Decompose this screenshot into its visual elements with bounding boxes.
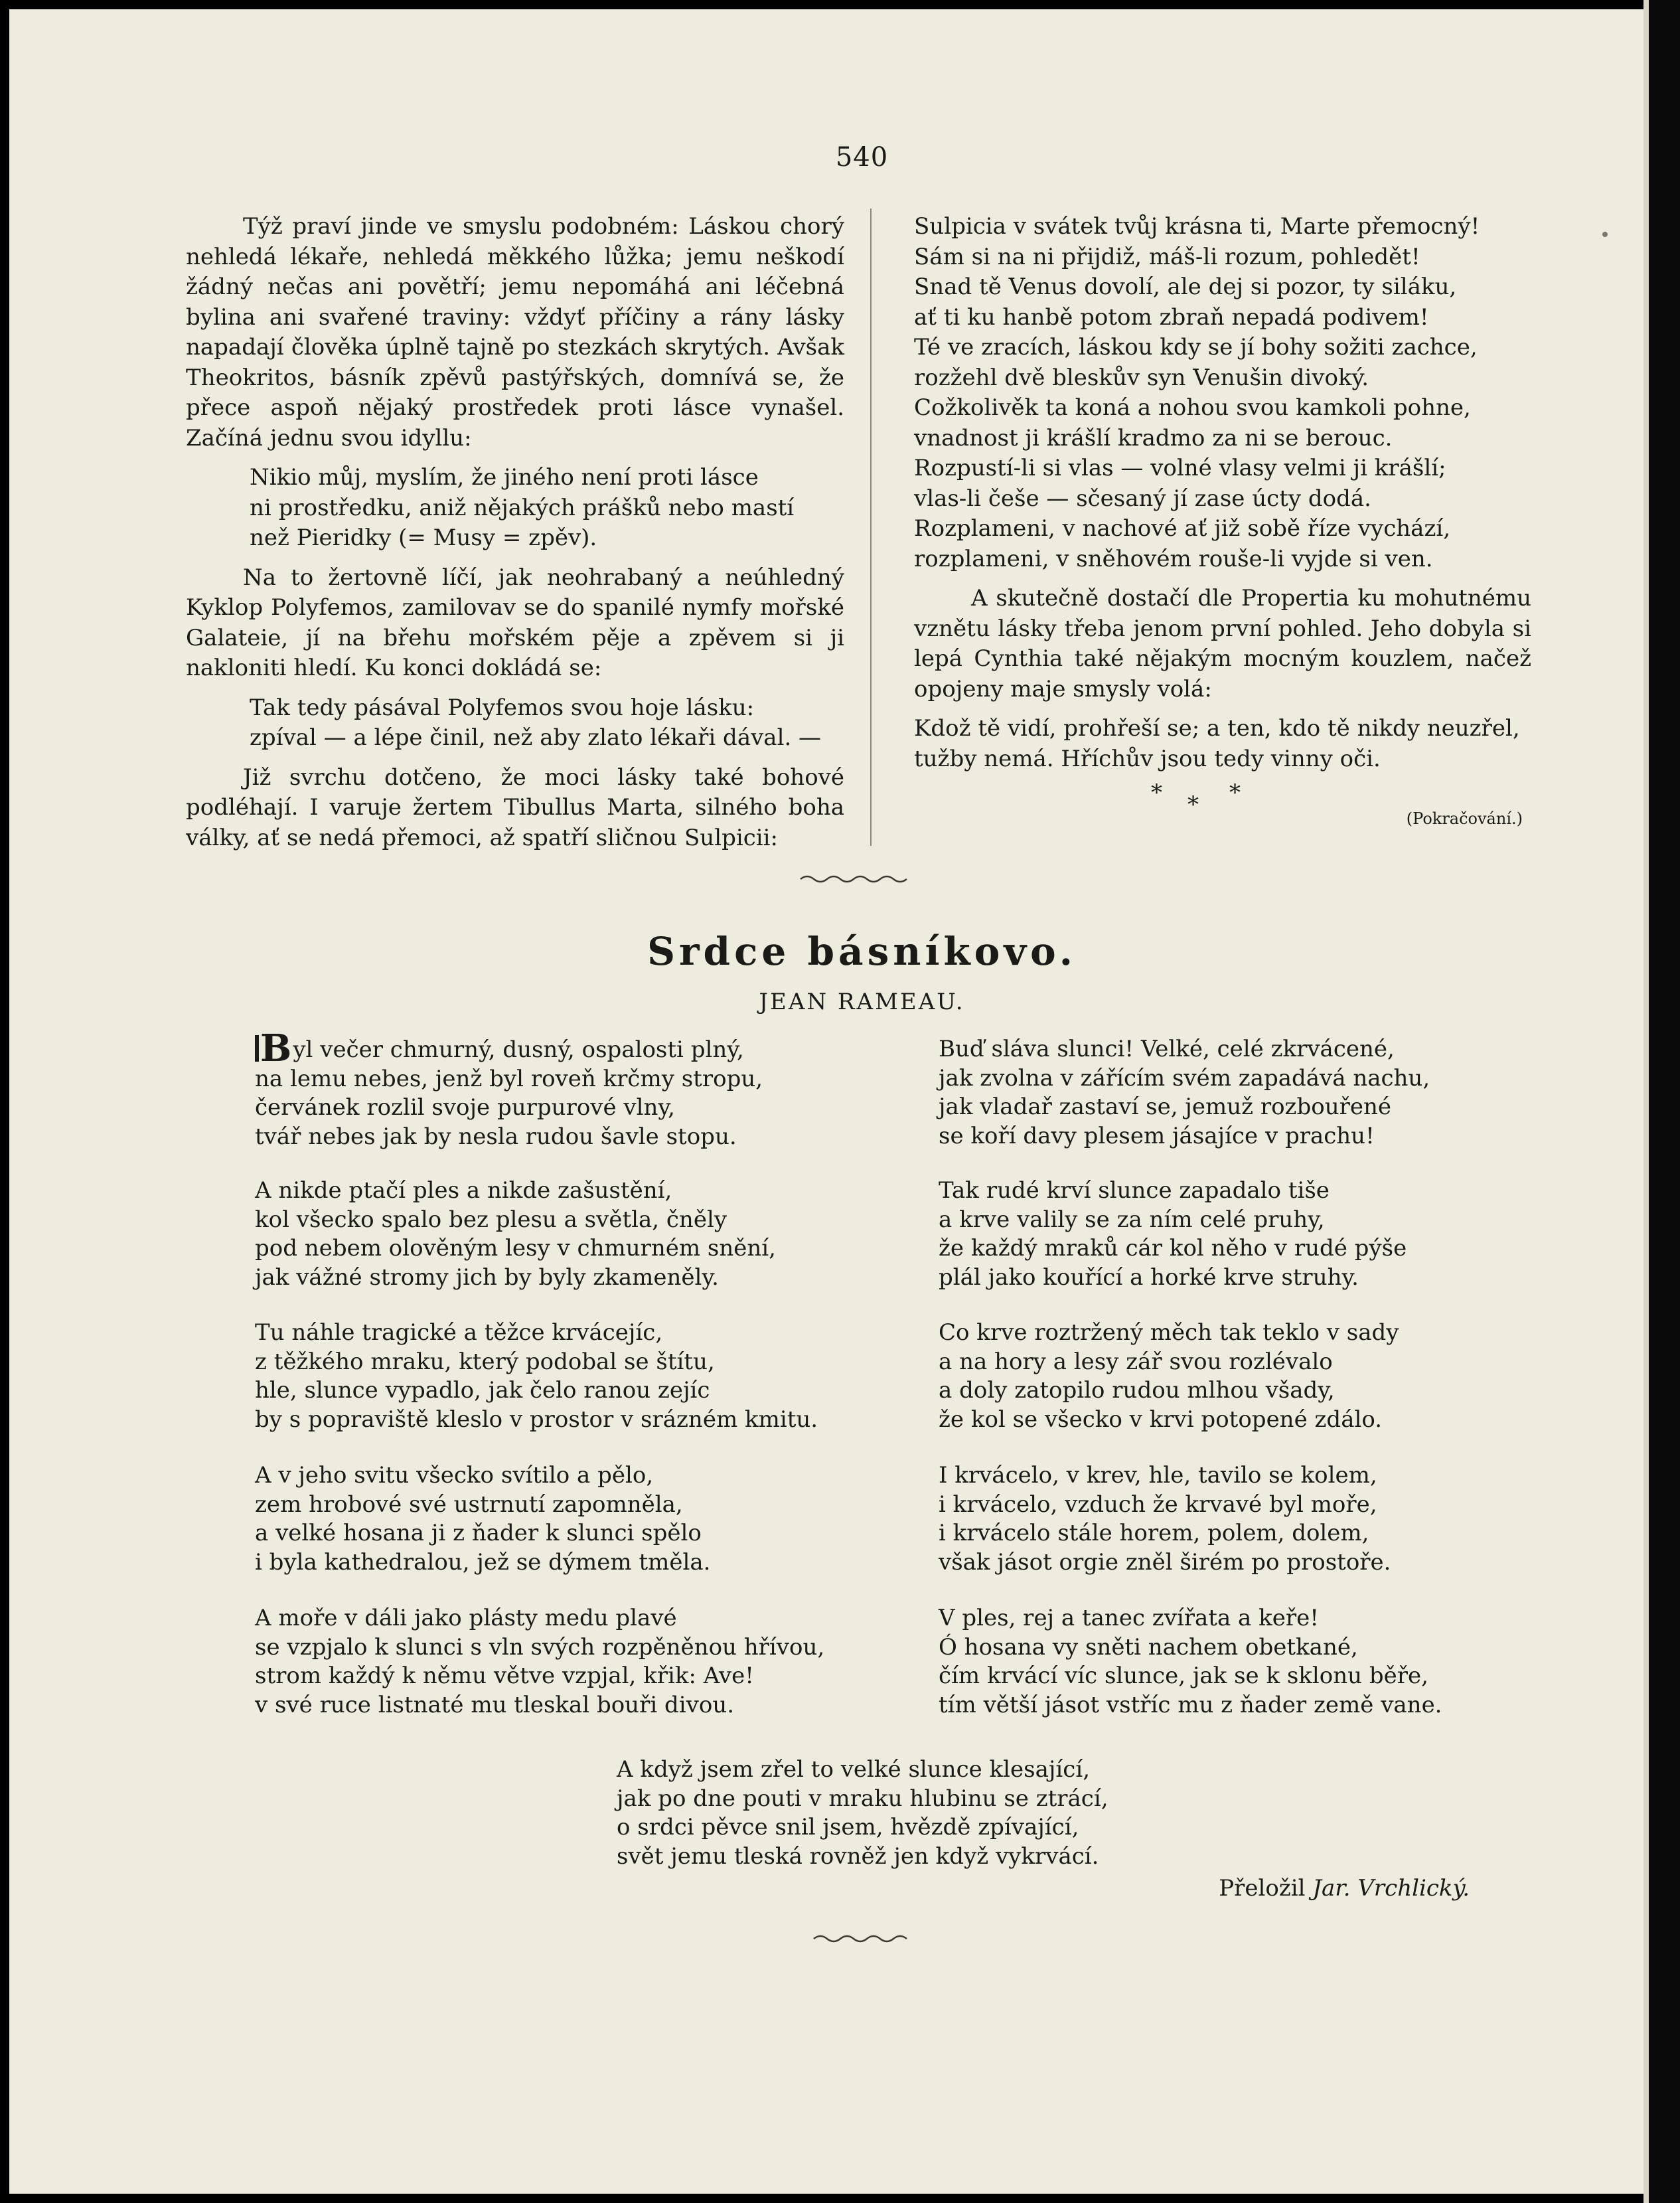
poem-line: že kol se všecko v krvi potopené zdálo. xyxy=(939,1406,1383,1433)
poem-line: v své ruce listnaté mu tleskal bouři divou. xyxy=(255,1691,735,1718)
poem-line: i krvácelo stále horem, polem, dolem, xyxy=(939,1520,1369,1546)
poem-line: a na hory a lesy zář svou rozlévalo xyxy=(939,1348,1333,1375)
poem-stanza-left-2 xyxy=(255,1177,776,1292)
poem-line: hle, slunce vypadlo, jak čelo ranou zejíc xyxy=(255,1377,710,1404)
quote-line: než Pieridky (= Musy = zpěv). xyxy=(250,525,597,551)
ornament-divider-top xyxy=(799,872,912,886)
poem-author: JEAN RAMEAU. xyxy=(759,989,965,1015)
poem-line: Tak rudé krví slunce zapadalo tiše xyxy=(939,1177,1330,1204)
book-page xyxy=(9,9,1649,2194)
quote-line: Tak tedy pásával Polyfemos svou hoje lásku: xyxy=(250,694,755,721)
poem-line: tvář nebes jak by nesla rudou šavle stopu. xyxy=(255,1123,737,1150)
verse-line: Cožkolivěk ta koná a nohou svou kamkoli pohne, xyxy=(914,394,1471,421)
poem-line: čím krvácí víc slunce, jak se k sklonu běře, xyxy=(939,1663,1428,1689)
poem-line: A moře v dáli jako plásty medu plavé xyxy=(255,1605,677,1631)
poem-line: i byla kathedralou, jež se dýmem tměla. xyxy=(255,1548,711,1576)
verse-line: ať ti ku hanbě potom zbraň nepadá podivem! xyxy=(914,303,1429,331)
poem-line: jak po dne pouti v mraku hlubinu se ztrácí, xyxy=(617,1785,1108,1812)
star-mark: * xyxy=(1151,779,1162,806)
poem-line: tím větší jásot vstříc mu z ňader země vane. xyxy=(939,1691,1442,1718)
poem-line: o srdci pěvce snil jsem, hvězdě zpívající, xyxy=(617,1814,1079,1840)
poem-line: plál jako kouřící a horké krve struhy. xyxy=(939,1264,1359,1291)
verse-line: Té ve zracích, láskou kdy se jí bohy sožiti zachce, xyxy=(914,334,1478,361)
quote-line: ni prostředku, aniž nějakých prášků nebo mastí xyxy=(250,494,795,521)
poem-line: se koří davy plesem jásajíce v prachu! xyxy=(939,1122,1375,1149)
poem-line: červánek rozlil svoje purpurové vlny, xyxy=(255,1094,675,1121)
right-verse-2 xyxy=(914,714,1531,774)
right-paragraph: A skutečně dostačí dle Propertia ku mohutnému vznětu lásky třeba jenom první pohled. Jeho dobyla si lepá Cynthia také nějakým mocným kouzlem, načež opojeny maje smysly volá: xyxy=(914,585,1531,702)
left-column xyxy=(186,212,844,853)
poem-line: zem hrobové své ustrnutí zapomněla, xyxy=(255,1491,683,1518)
verse-line: vnadnost ji krášlí kradmo za ni se berouc. xyxy=(914,424,1393,451)
verse-line: tužby nemá. Hříchův jsou tedy vinny oči. xyxy=(914,745,1381,772)
left-quote-1 xyxy=(250,463,844,554)
poem-line-text: yl večer chmurný, dusný, ospalosti plný, xyxy=(293,1036,744,1063)
poem-line: A v jeho svitu všecko svítilo a pělo, xyxy=(255,1462,654,1489)
left-paragraph-3: Již svrchu dotčeno, že moci lásky také bohové podléhají. I varuje žertem Tibullus Marta, silného boha války, ať se nedá přemoci, až spatří sličnou Sulpicii: xyxy=(186,764,844,851)
poem-line: by s popraviště kleslo v prostor v srázném kmitu. xyxy=(255,1406,818,1433)
poem-line: že každý mraků cár kol něho v rudé pýše xyxy=(939,1235,1407,1262)
left-paragraph-2: Na to žertovně líčí, jak neohrabaný a neúhledný Kyklop Polyfemos, zamilovav se do spanilé nymfy mořské Galateie, jí na břehu mořském pěje a zpěvem si ji nakloniti hledí. Ku konci dokládá se: xyxy=(186,564,844,681)
poem-line: A když jsem zřel to velké slunce klesající, xyxy=(617,1756,1091,1783)
poem-line: z těžkého mraku, který podobal se štítu, xyxy=(255,1348,715,1375)
left-quote-2 xyxy=(250,693,844,754)
poem-stanza-right-3 xyxy=(939,1319,1399,1434)
translator-credit xyxy=(1138,1875,1470,1902)
right-verse-1 xyxy=(914,212,1531,574)
translator-prefix: Přeložil xyxy=(1219,1875,1306,1902)
poem-stanza-left-1 xyxy=(255,1026,763,1151)
verse-line: Rozplameni, v nachové ať již sobě říze vychází, xyxy=(914,515,1451,542)
poem-line: svět jemu tleská rovněž jen když vykrvácí. xyxy=(617,1842,1099,1870)
continuation-note: (Pokračování.) xyxy=(1406,809,1523,828)
poem-stanza-right-5 xyxy=(939,1604,1442,1720)
verse-line: Kdož tě vidí, prohřeší se; a ten, kdo tě nikdy neuzřel, xyxy=(914,715,1520,742)
page-number: 540 xyxy=(835,142,889,173)
poem-line: pod nebem olověným lesy v chmurném snění, xyxy=(255,1235,776,1262)
poem-stanza-left-3 xyxy=(255,1319,818,1434)
poem-line xyxy=(255,1026,763,1070)
section-stars xyxy=(1151,779,1284,818)
poem-stanza-final xyxy=(617,1755,1108,1871)
verse-line: rozplameni, v sněhovém rouše-li vyjde si ven. xyxy=(914,545,1433,572)
verse-line: Snad tě Venus dovolí, ale dej si pozor, ty siláku, xyxy=(914,274,1457,300)
verse-line: Rozpustí-li si vlas — volné vlasy velmi ji krášlí; xyxy=(914,455,1446,481)
star-mark: * xyxy=(1229,779,1241,806)
poem-line: V ples, rej a tanec zvířata a keře! xyxy=(939,1605,1319,1631)
poem-line: I krvácelo, v krev, hle, tavilo se kolem, xyxy=(939,1462,1377,1489)
poem-line: jak vážné stromy jich by byly zkameněly. xyxy=(255,1264,719,1291)
poem-line: Tu náhle tragické a těžce krvácejíc, xyxy=(255,1319,663,1346)
verse-line: Sám si na ni přijdiž, máš-li rozum, pohledět! xyxy=(914,243,1420,270)
poem-line: a velké hosana ji z ňader k slunci spělo xyxy=(255,1520,702,1546)
poem-line: Buď sláva slunci! Velké, celé zkrvácené, xyxy=(939,1036,1395,1062)
poem-line: na lemu nebes, jenž byl roveň krčmy stropu, xyxy=(255,1065,763,1092)
poem-title: Srdce básníkovo. xyxy=(647,929,1077,974)
poem-stanza-right-2 xyxy=(939,1177,1407,1292)
poem-line: strom každý k němu větve vzpjal, křik: Ave! xyxy=(255,1663,754,1689)
page-speck xyxy=(1602,232,1608,237)
ornament-divider-bottom xyxy=(812,1932,912,1945)
poem-line: Co krve roztržený měch tak teklo v sady xyxy=(939,1319,1399,1346)
translator-name: Jar. Vrchlický. xyxy=(1312,1875,1470,1902)
poem-line: jak vladař zastaví se, jemuž rozbouřené xyxy=(939,1094,1391,1120)
scan-border xyxy=(1649,0,1680,2203)
left-paragraph-1: Týž praví jinde ve smyslu podobném: Láskou chorý nehledá lékaře, nehledá měkkého lůžka; jemu neškodí žádný nečas ani povětří; jemu nepomáhá ani léčebná bylina ani svařené traviny: vždyť příčiny a rány lásky napadají člověka úplně tajně po stezkách skrytých. Avšak Theokritos, básník zpěvů pastýřských, domnívá se, že přece aspoň nějaký prostředek proti lásce vynašel. Začíná jednu svou idyllu: xyxy=(186,213,844,451)
poem-line: A nikde ptačí ples a nikde zašustění, xyxy=(255,1177,672,1204)
poem-line: kol všecko spalo bez plesu a světla, čněly xyxy=(255,1206,727,1233)
column-divider xyxy=(870,208,872,846)
poem-line: a krve valily se za ním celé pruhy, xyxy=(939,1206,1325,1233)
poem-line: Ó hosana vy sněti nachem obetkané, xyxy=(939,1633,1358,1661)
drop-cap: B xyxy=(255,1035,291,1062)
poem-line: a doly zatopilo rudou mlhou všady, xyxy=(939,1377,1335,1404)
poem-line: i krvácelo, vzduch že krvavé byl moře, xyxy=(939,1491,1377,1518)
poem-stanza-left-4 xyxy=(255,1461,710,1577)
verse-line: rozžehl dvě bleskův syn Venušin divoký. xyxy=(914,364,1369,391)
poem-stanza-right-1 xyxy=(939,1035,1430,1151)
right-column xyxy=(914,212,1531,774)
poem-stanza-right-4 xyxy=(939,1461,1391,1577)
verse-line: Sulpicia v svátek tvůj krásna ti, Marte přemocný! xyxy=(914,213,1480,240)
poem-stanza-left-5 xyxy=(255,1604,824,1720)
star-mark: * xyxy=(1187,791,1199,818)
poem-line: však jásot orgie zněl širém po prostoře. xyxy=(939,1548,1391,1576)
verse-line: vlas-li češe — sčesaný jí zase úcty dodá. xyxy=(914,485,1371,512)
quote-line: zpíval — a lépe činil, než aby zlato lékaři dával. — xyxy=(250,724,822,751)
poem-line: se vzpjalo k slunci s vln svých rozpěněnou hřívou, xyxy=(255,1633,825,1661)
poem-line: jak zvolna v zářícím svém zapadává nachu, xyxy=(939,1064,1430,1092)
quote-line: Nikio můj, myslím, že jiného není proti lásce xyxy=(250,464,759,491)
